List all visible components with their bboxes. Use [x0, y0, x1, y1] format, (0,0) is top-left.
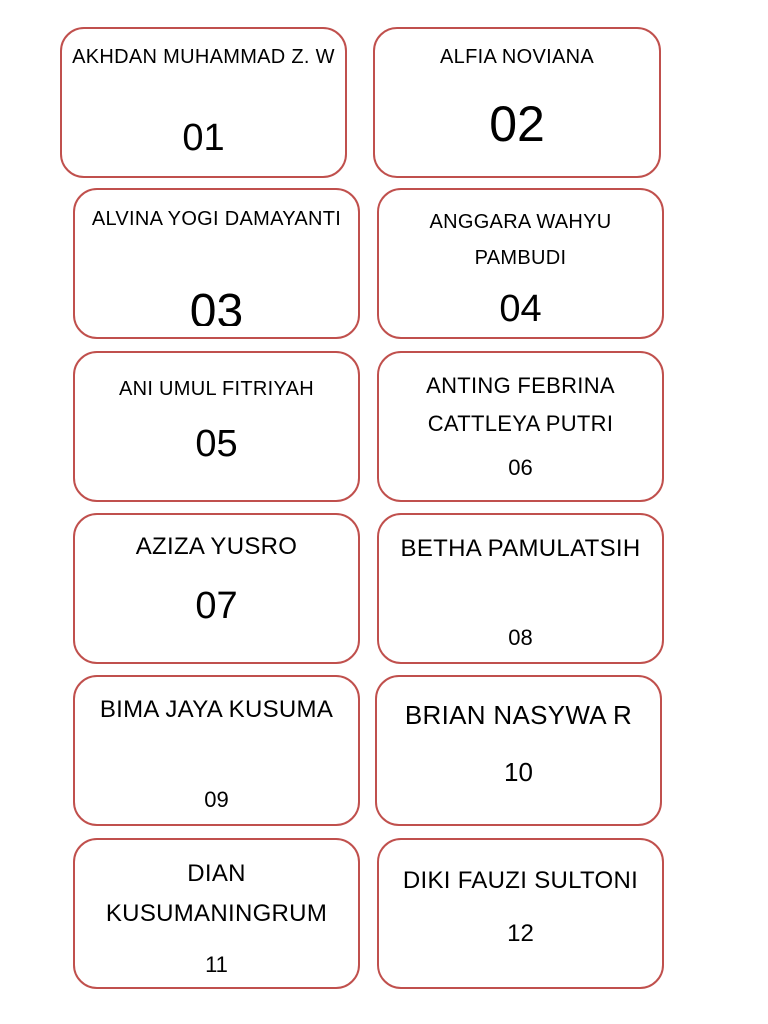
card-number: 09 [204, 787, 229, 812]
card-name: BRIAN NASYWA R [404, 700, 633, 730]
card-number: 07 [195, 585, 238, 627]
card-number: 06 [508, 455, 533, 480]
name-card [375, 675, 662, 826]
name-card [73, 351, 360, 502]
card-name: ANI UMUL FITRIYAH [118, 378, 315, 400]
card-number: 10 [504, 757, 533, 787]
card-name: AZIZA YUSRO [135, 533, 298, 560]
name-card [377, 188, 664, 339]
name-card [73, 675, 360, 826]
name-card [377, 838, 664, 989]
card-number: 01 [182, 117, 225, 159]
card-name: ANTING FEBRINA CATTLEYA PUTRI [426, 373, 615, 436]
card-name: AKHDAN MUHAMMAD Z. W [72, 46, 335, 68]
name-card [73, 513, 360, 664]
card-number: 12 [507, 920, 534, 947]
name-card [373, 27, 661, 178]
card-name: BETHA PAMULATSIH [400, 535, 641, 562]
card-number: 11 [205, 952, 228, 977]
name-card [377, 513, 664, 664]
card-number: 04 [499, 288, 542, 330]
card-name: DIKI FAUZI SULTONI [402, 867, 639, 894]
card-name: BIMA JAYA KUSUMA [99, 696, 334, 723]
card-name: DIAN KUSUMANINGRUM [105, 860, 328, 927]
card-name: ALFIA NOVIANA [440, 46, 594, 68]
name-card [73, 188, 360, 339]
card-name: ANGGARA WAHYU PAMBUDI [429, 211, 612, 269]
card-number: 03 [189, 288, 244, 326]
name-card [60, 27, 347, 178]
card-number: 05 [195, 423, 238, 465]
name-card [377, 351, 664, 502]
card-number: 08 [508, 625, 533, 650]
name-card [73, 838, 360, 989]
card-name: ALVINA YOGI DAMAYANTI [91, 208, 342, 230]
card-number: 02 [489, 96, 545, 152]
